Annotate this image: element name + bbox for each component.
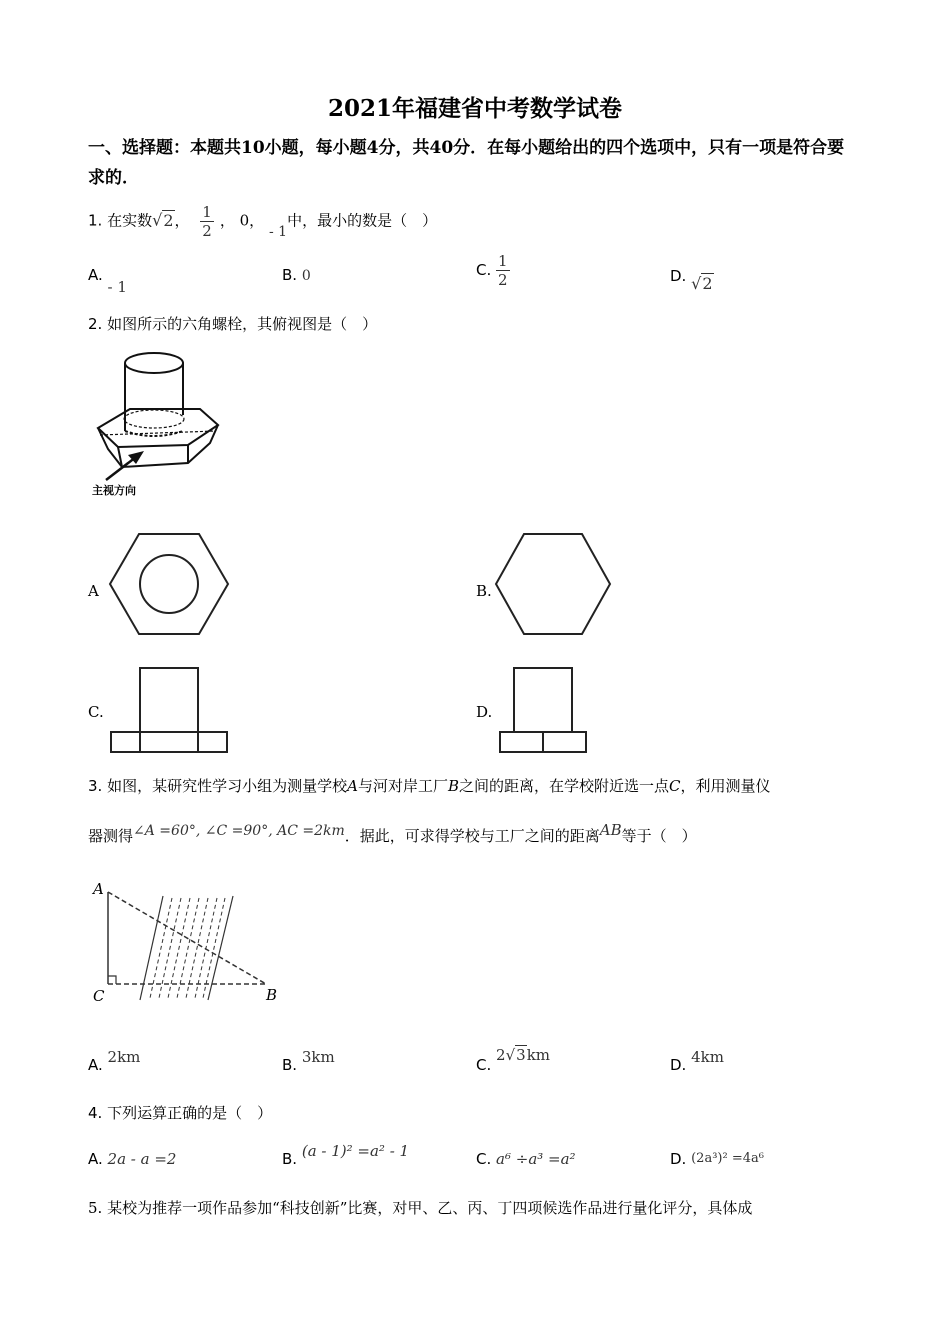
- sqrt-expression: √2: [152, 210, 174, 230]
- question-text: 在实数: [107, 211, 153, 230]
- option-a[interactable]: A. 2km: [88, 1048, 141, 1074]
- option-b-label[interactable]: B.: [476, 582, 492, 600]
- sqrt-expression: √2: [691, 274, 713, 293]
- figure-label-a: A: [93, 880, 104, 898]
- question-text: 某校为推荐一项作品参加“科技创新”比赛，对甲、乙、丙、丁四项候选作品进行量化评分，具体成: [107, 1199, 753, 1217]
- question-1: 1. 在实数√2， $\frac{1}{2}$ ， 0， - 1中，最小的数是（ ）: [88, 203, 438, 240]
- figure-label-b: B: [266, 986, 278, 1004]
- question-4: 4. 下列运算正确的是（ ）: [88, 1104, 273, 1122]
- condition-expression: ∠A =60°, ∠C =90°, AC =2km: [133, 823, 345, 839]
- option-a[interactable]: A. 2a - a =2: [88, 1150, 177, 1168]
- question-text: 如图所示的六角螺栓，其俯视图是（ ）: [107, 315, 378, 333]
- question-3-line-1: 3. 如图，某研究性学习小组为测量学校A与河对岸工厂B之间的距离，在学校附近选一点C，利用测量仪: [88, 777, 771, 795]
- front-view-two-segment-option[interactable]: [498, 666, 590, 754]
- question-3-line-2: 器测得∠A =60°, ∠C =90°, AC =2km．据此，可求得学校与工厂之间的距离AB等于（ ）: [88, 821, 697, 845]
- question-text: 中，最小的数是（ ）: [287, 211, 438, 230]
- section-heading: 一、选择题：本题共10小题，每小题4分，共40分．在每小题给出的四个选项中，只有一项是符合要求的．: [88, 138, 845, 188]
- option-c[interactable]: C. $\frac{1}{2}$: [476, 252, 508, 289]
- option-d-label[interactable]: D.: [476, 703, 493, 721]
- fraction: $\frac{1}{2}$: [202, 203, 212, 240]
- hexagon-option[interactable]: [494, 532, 612, 636]
- option-c-label[interactable]: C.: [88, 703, 104, 721]
- math-value: 0，: [239, 211, 265, 230]
- option-c[interactable]: C. 2√3km: [476, 1046, 551, 1074]
- fraction: $\frac{1}{2}$: [498, 252, 508, 289]
- question-text: 下列运算正确的是（ ）: [107, 1104, 273, 1122]
- hexagon-with-circle-option[interactable]: [108, 532, 230, 636]
- question-2: 2. 如图所示的六角螺栓，其俯视图是（ ）: [88, 315, 378, 333]
- hex-bolt-figure: [88, 345, 228, 505]
- option-a[interactable]: A. - 1: [88, 266, 127, 296]
- question-number: 1.: [88, 211, 103, 230]
- option-d[interactable]: D. 4km: [670, 1048, 724, 1074]
- front-view-three-segment-option[interactable]: [110, 666, 230, 754]
- option-b[interactable]: B. 3km: [282, 1048, 335, 1074]
- question-5: 5. 某校为推荐一项作品参加“科技创新”比赛，对甲、乙、丙、丁四项候选作品进行量化评分，具体成: [88, 1199, 753, 1217]
- option-d[interactable]: D. √2: [670, 267, 713, 293]
- option-d[interactable]: D. (2a³)² =4a⁶: [670, 1150, 764, 1168]
- figure-label-c: C: [93, 987, 105, 1005]
- option-c[interactable]: C. a⁶ ÷a³ =a²: [476, 1150, 576, 1168]
- river-triangle-figure: [88, 880, 288, 1005]
- option-a-label[interactable]: A: [88, 582, 99, 600]
- page-title: 2021年福建省中考数学试卷: [327, 95, 622, 122]
- math-value: - 1: [268, 223, 288, 240]
- option-b[interactable]: B. (a - 1)² =a² - 1: [282, 1142, 410, 1168]
- option-b[interactable]: B. 0: [282, 266, 311, 284]
- figure-caption: 主视方向: [92, 484, 136, 497]
